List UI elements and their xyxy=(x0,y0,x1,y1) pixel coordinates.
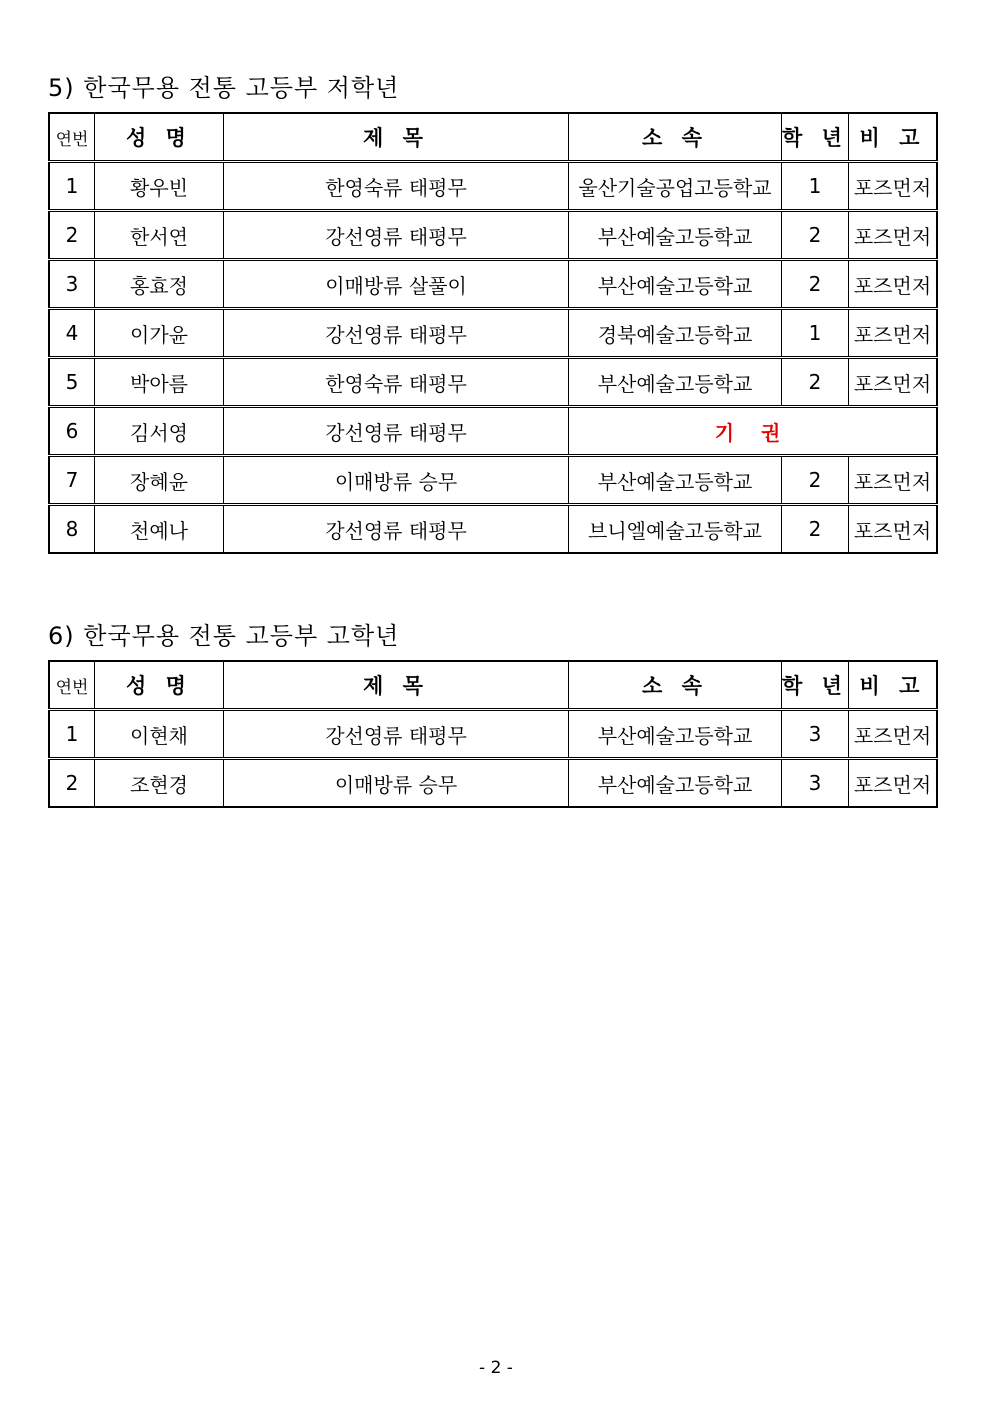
cell-note: 포즈먼저 xyxy=(849,358,938,407)
cell-name: 홍효정 xyxy=(95,260,224,309)
header-school: 소 속 xyxy=(569,661,782,710)
cell-note: 포즈먼저 xyxy=(849,456,938,505)
cell-name: 김서영 xyxy=(95,407,224,456)
cell-grade: 2 xyxy=(782,456,849,505)
header-no: 연번 xyxy=(49,113,95,162)
cell-school: 부산예술고등학교 xyxy=(569,456,782,505)
section-title: 5) 한국무용 전통 고등부 저학년 xyxy=(48,74,400,102)
cell-school: 부산예술고등학교 xyxy=(569,260,782,309)
cell-school: 경북예술고등학교 xyxy=(569,309,782,358)
cell-note: 포즈먼저 xyxy=(849,309,938,358)
cell-no: 1 xyxy=(49,162,95,211)
cell-name: 조현경 xyxy=(95,759,224,808)
cell-title: 강선영류 태평무 xyxy=(224,710,569,759)
table-row xyxy=(49,710,937,759)
forfeit-cell xyxy=(569,407,938,456)
cell-grade: 2 xyxy=(782,358,849,407)
header-grade: 학 년 xyxy=(782,661,849,710)
table-row xyxy=(49,162,937,211)
cell-title: 강선영류 태평무 xyxy=(224,211,569,260)
cell-school: 울산기술공업고등학교 xyxy=(569,162,782,211)
table-header-row xyxy=(49,113,937,162)
table-row xyxy=(49,260,937,309)
page-number: - 2 - xyxy=(479,1358,513,1378)
cell-grade: 2 xyxy=(782,260,849,309)
cell-note: 포즈먼저 xyxy=(849,162,938,211)
header-title: 제 목 xyxy=(224,661,569,710)
cell-title: 이매방류 승무 xyxy=(224,759,569,808)
cell-grade: 3 xyxy=(782,710,849,759)
header-name: 성 명 xyxy=(95,113,224,162)
table-row xyxy=(49,456,937,505)
cell-no: 5 xyxy=(49,358,95,407)
cell-note: 포즈먼저 xyxy=(849,710,938,759)
cell-no: 3 xyxy=(49,260,95,309)
table-row xyxy=(49,505,937,554)
section-title: 6) 한국무용 전통 고등부 고학년 xyxy=(48,622,400,650)
cell-name: 이현채 xyxy=(95,710,224,759)
cell-note: 포즈먼저 xyxy=(849,505,938,554)
cell-title: 강선영류 태평무 xyxy=(224,309,569,358)
cell-grade: 3 xyxy=(782,759,849,808)
cell-no: 2 xyxy=(49,211,95,260)
header-title: 제 목 xyxy=(224,113,569,162)
cell-school: 부산예술고등학교 xyxy=(569,759,782,808)
cell-school: 부산예술고등학교 xyxy=(569,358,782,407)
header-school: 소 속 xyxy=(569,113,782,162)
cell-school: 부산예술고등학교 xyxy=(569,710,782,759)
table-header-row xyxy=(49,661,937,710)
cell-name: 이가윤 xyxy=(95,309,224,358)
cell-no: 6 xyxy=(49,407,95,456)
cell-school: 브니엘예술고등학교 xyxy=(569,505,782,554)
cell-name: 박아름 xyxy=(95,358,224,407)
cell-title: 이매방류 승무 xyxy=(224,456,569,505)
cell-note: 포즈먼저 xyxy=(849,260,938,309)
cell-grade: 2 xyxy=(782,211,849,260)
header-name: 성 명 xyxy=(95,661,224,710)
cell-no: 2 xyxy=(49,759,95,808)
cell-name: 황우빈 xyxy=(95,162,224,211)
cell-no: 7 xyxy=(49,456,95,505)
cell-name: 한서연 xyxy=(95,211,224,260)
cell-grade: 1 xyxy=(782,162,849,211)
cell-no: 1 xyxy=(49,710,95,759)
cell-note: 포즈먼저 xyxy=(849,759,938,808)
table-row xyxy=(49,211,937,260)
header-note: 비 고 xyxy=(849,661,938,710)
table-row xyxy=(49,759,937,808)
cell-school: 부산예술고등학교 xyxy=(569,211,782,260)
cell-title: 한영숙류 태평무 xyxy=(224,358,569,407)
cell-no: 4 xyxy=(49,309,95,358)
cell-title: 한영숙류 태평무 xyxy=(224,162,569,211)
cell-grade: 2 xyxy=(782,505,849,554)
forfeit-label: 기 권 xyxy=(714,420,791,445)
header-note: 비 고 xyxy=(849,113,938,162)
header-no: 연번 xyxy=(49,661,95,710)
cell-name: 천예나 xyxy=(95,505,224,554)
table-row xyxy=(49,309,937,358)
cell-no: 8 xyxy=(49,505,95,554)
cell-title: 이매방류 살풀이 xyxy=(224,260,569,309)
header-grade: 학 년 xyxy=(782,113,849,162)
cell-title: 강선영류 태평무 xyxy=(224,505,569,554)
cell-title: 강선영류 태평무 xyxy=(224,407,569,456)
results-table-low-grade xyxy=(48,112,938,554)
cell-name: 장혜윤 xyxy=(95,456,224,505)
table-row xyxy=(49,407,937,456)
results-table-high-grade xyxy=(48,660,938,808)
table-row xyxy=(49,358,937,407)
cell-grade: 1 xyxy=(782,309,849,358)
cell-note: 포즈먼저 xyxy=(849,211,938,260)
